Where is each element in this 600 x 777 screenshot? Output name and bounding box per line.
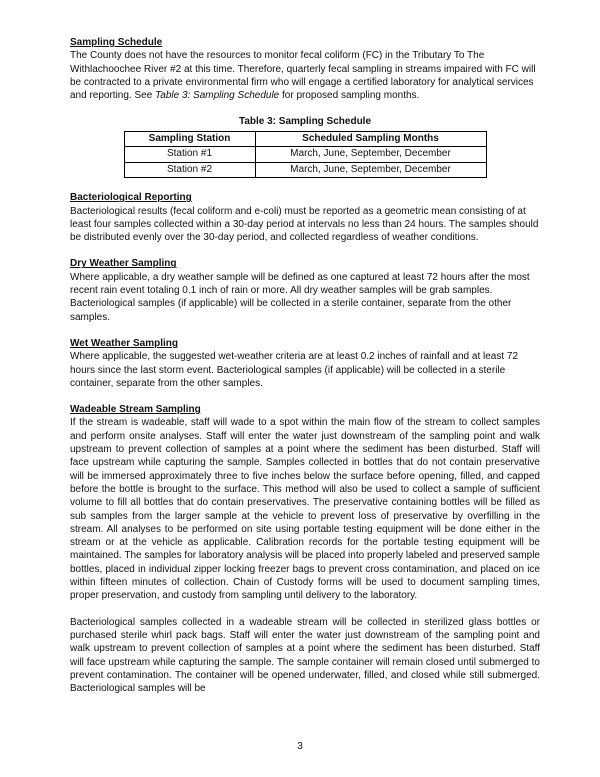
- section-dry-weather-sampling: [70, 257, 540, 323]
- table-header-row: [124, 131, 486, 147]
- paragraph-text: for proposed sampling months.: [279, 90, 420, 102]
- wadeable-stream-paragraph-1: If the stream is wadeable, staff will wade to a spot within the main flow of the stream to collect samples and perform onsite analyses. Staff will enter the water just downstream of the sampling point and walk upstream to prevent collection of samples at a point where the sediment has been disturbed. Staff will face upstream while capturing the sample. Samples collected in bottles that do not contain preservative will be immersed approximately three to five inches below the surface before opening, filled, and capped before the bottle is brought to the surface. This method will also be used to collect a sample of sufficient volume to fill all bottles that do contain preservatives. The preservative containing bottles will be filled as sub samples from the larger sample at the vehicle to prevent loss of preservative by overfilling in the stream. All analyses to be performed on site using portable testing equipment will be done either in the stream or at the vehicle as applicable. Calibration records for the portable testing equipment will be maintained. The samples for laboratory analysis will be placed into properly labeled and preserved sample bottles, placed in individual zipper locking freezer bags to prevent cross contamination, and placed on ice within fifteen minutes of collection. Chain of Custody forms will be used to document sampling times, proper preservation, and custody from sampling until delivery to the laboratory.: [70, 417, 540, 602]
- table-title: Table 3: Sampling Schedule: [238, 116, 372, 128]
- section-heading-bacteriological-reporting: Bacteriological Reporting: [70, 192, 192, 204]
- section-sampling-schedule: [70, 36, 540, 102]
- table-header-station: Sampling Station: [124, 131, 255, 147]
- wadeable-stream-paragraph-2: Bacteriological samples collected in a wadeable stream will be collected in sterilized glass bottles or purchased sterile whirl pack bags. Staff will enter the water just downstream of the sampling point and walk upstream to prevent collection of samples at a point where the sediment has been disturbed. Staff will face upstream while capturing the sample. The sample container will remain closed until submerged to prevent contamination. The container will be opened underwater, filled, and closed while still submerged. Bacteriological samples will be: [70, 616, 540, 695]
- section-heading-dry-weather: Dry Weather Sampling: [70, 258, 177, 270]
- section-heading-sampling-schedule: Sampling Schedule: [70, 37, 163, 48]
- sampling-table-block: [70, 115, 540, 178]
- sampling-schedule-paragraph: [70, 49, 540, 102]
- section-heading-wadeable-stream: Wadeable Stream Sampling: [70, 404, 201, 416]
- table-cell-months: March, June, September, December: [255, 147, 486, 163]
- paragraph-text: The County does not have the resources to monitor fecal coliform (FC) in the Tributary To The Withlachoochee River #2 at this time. Therefore, quarterly fecal sampling in streams impaired with FC will be contracted to a private environmental firm who will engage a certified laboratory for analytical services and reporting. See: [70, 50, 536, 102]
- table-cell-station: Station #2: [124, 162, 255, 178]
- table-row: [124, 147, 486, 163]
- wet-weather-paragraph: Where applicable, the suggested wet-weather criteria are at least 0.2 inches of rainfall and at least 72 hours since the last storm event. Bacteriological samples (if applicable) will be collected in a sterile container, separate from the other samples.: [70, 351, 519, 389]
- dry-weather-paragraph: Where applicable, a dry weather sample will be defined as one captured at least 72 hours after the most recent rain event totaling 0.1 inch of rain or more. All dry weather samples will be grab samples. Bacteriological samples (if applicable) will be collected in a sterile container, separate from the other samples.: [70, 271, 530, 323]
- table-cell-months: March, June, September, December: [255, 162, 486, 178]
- table-row: [124, 162, 486, 178]
- bacteriological-reporting-paragraph: Bacteriological results (fecal coliform and e-coli) must be reported as a geometric mean consisting of at least four samples collected within a 30-day period at intervals no less than 24 hours. The samples should be distributed evenly over the 30-day period, and collected regardless of weather conditions.: [70, 205, 539, 244]
- table-header-months: Scheduled Sampling Months: [255, 131, 486, 147]
- section-bacteriological-reporting: [70, 191, 540, 244]
- table-reference-italic: Table 3: Sampling Schedule: [155, 90, 280, 102]
- section-wadeable-stream-sampling: [70, 403, 540, 696]
- page-number: 3: [297, 740, 303, 752]
- table-cell-station: Station #1: [124, 147, 255, 163]
- sampling-schedule-table: [124, 131, 487, 179]
- section-heading-wet-weather: Wet Weather Sampling: [70, 337, 178, 349]
- section-wet-weather-sampling: [70, 337, 540, 390]
